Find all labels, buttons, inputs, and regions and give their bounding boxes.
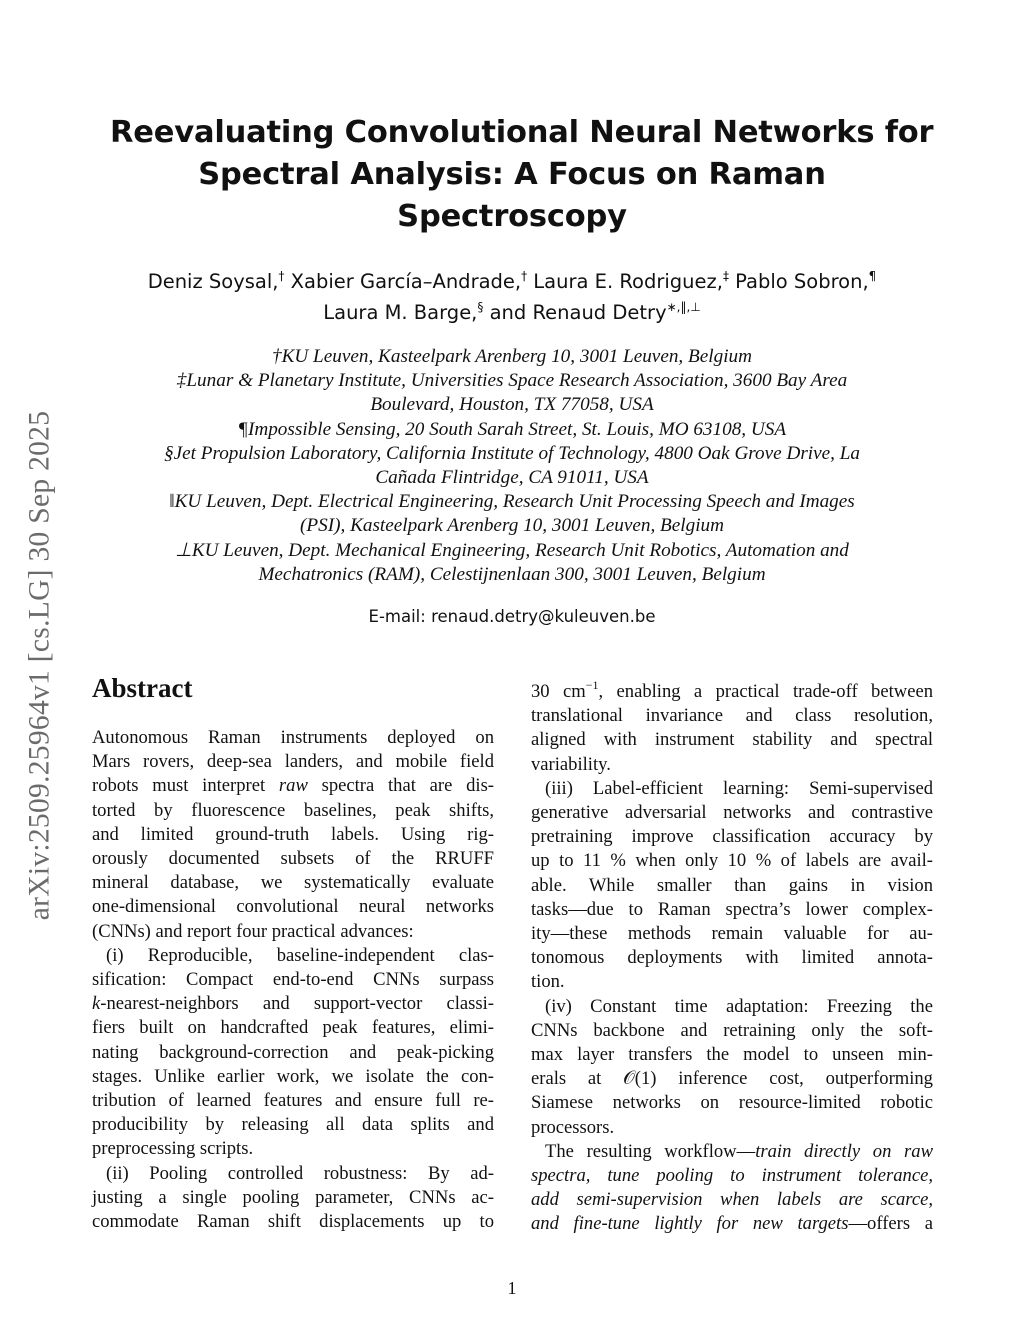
paper-title [110, 112, 934, 238]
text-line: able. While smaller than gains in vision [531, 874, 933, 896]
text-run: —offers a [848, 1213, 933, 1235]
math-exponent: −1 [585, 678, 599, 692]
text-line: preprocessing scripts. [92, 1138, 254, 1160]
text-line: tion. [531, 971, 565, 993]
author-detry: and Renaud Detry [483, 301, 667, 324]
text-line: nating background-correction and peak-picking [92, 1041, 494, 1063]
text-line: max layer transfers the model to unseen min- [531, 1044, 933, 1066]
text-run: erals at [531, 1068, 624, 1090]
text-line [92, 774, 494, 798]
affiliation-line: ‖KU Leuven, Dept. Electrical Engineering, Research Unit Processing Speech and Images [169, 491, 855, 513]
affiliation-mark: ‡ [722, 269, 729, 283]
affiliation-mark: ¶ [868, 269, 877, 283]
arxiv-stamp [10, 375, 70, 955]
text-line: (i) Reproducible, baseline-independent clas- [106, 944, 494, 966]
text-run: spectra that are dis- [307, 775, 494, 797]
text-line [531, 1140, 933, 1164]
affiliation-line: (PSI), Kasteelpark Arenberg 10, 3001 Leuven, Belgium [300, 515, 724, 537]
text-line: tasks—due to Raman spectra’s lower complex- [531, 898, 933, 920]
arxiv-identifier: arXiv:2509.25964v1 [cs.LG] 30 Sep 2025 [23, 410, 56, 920]
text-line [531, 680, 933, 704]
affiliation-line: ⊥KU Leuven, Dept. Mechanical Engineering, Research Unit Robotics, Automation and [175, 539, 849, 561]
abstract-heading: Abstract [92, 673, 193, 703]
contact-email: E-mail: renaud.detry@kuleuven.be [368, 607, 656, 626]
text-line: tonomous deployments with limited annota- [531, 947, 933, 969]
affiliation-line: †KU Leuven, Kasteelpark Arenberg 10, 3001 Leuven, Belgium [272, 346, 752, 367]
emphasis-workflow: train directly on raw [755, 1140, 933, 1162]
text-line: (iii) Label-efficient learning: Semi-supervised [545, 777, 933, 799]
text-line: sification: Compact end-to-end CNNs surpass [92, 969, 494, 991]
affiliation-mark: ∗,‖,⊥ [666, 300, 701, 314]
affiliation-line: ‡Lunar & Planetary Institute, Universities Space Research Association, 3600 Bay Area [176, 370, 848, 392]
affiliation-mark: † [278, 269, 285, 283]
text-line: ity—these methods remain valuable for au- [531, 923, 933, 945]
text-line: spectra, tune pooling to instrument tolerance, [531, 1165, 933, 1187]
text-line: producibility by releasing all data splits and [92, 1114, 494, 1136]
text-line [531, 1212, 933, 1236]
math-big-o: 𝒪(1) [623, 1068, 657, 1090]
author-garcia-andrade: Xabier García–Andrade, [284, 270, 522, 293]
text-line: pretraining improve classification accuracy by [531, 826, 933, 848]
author-soysal: Deniz Soysal, [147, 270, 279, 293]
abstract-right-column [531, 680, 933, 1237]
text-line: orously documented subsets of the RRUFF [92, 848, 494, 870]
page-number: 1 [507, 1278, 517, 1298]
text-line: translational invariance and class resolution, [531, 705, 933, 727]
text-line: CNNs backbone and retraining only the soft- [531, 1019, 933, 1041]
text-run: -nearest-neighbors and support-vector classi- [100, 993, 494, 1015]
text-line [531, 1067, 933, 1091]
text-line: commodate Raman shift displacements up to [92, 1211, 494, 1233]
affiliation-line: Mechatronics (RAM), Celestijnenlaan 300, 3001 Leuven, Belgium [258, 563, 766, 585]
title-line-3: Spectroscopy [397, 199, 627, 234]
text-run: inference cost, outperforming [656, 1068, 933, 1090]
math-wavenumber: 30 cm [531, 681, 586, 702]
text-line: (CNNs) and report four practical advances: [92, 920, 414, 942]
text-line: Mars rovers, deep-sea landers, and mobile field [92, 751, 494, 773]
affiliation-list [100, 345, 924, 587]
text-line: add semi-supervision when labels are scarce, [531, 1189, 933, 1211]
text-line [92, 992, 494, 1016]
author-line-1 [100, 266, 924, 297]
text-line: Siamese networks on resource-limited robotic [531, 1092, 933, 1114]
emphasis-workflow: and fine-tune lightly for new targets [531, 1213, 849, 1235]
text-line: aligned with instrument stability and spectral [531, 729, 933, 751]
author-barge: Laura M. Barge, [323, 301, 478, 324]
affiliation-mark: § [477, 300, 484, 314]
text-line: torted by fluorescence baselines, peak shifts, [92, 799, 494, 821]
text-line: variability. [531, 753, 611, 775]
text-line: generative adversarial networks and contrastive [531, 802, 933, 824]
author-sobron: Pablo Sobron, [728, 270, 869, 293]
text-line: (iv) Constant time adaptation: Freezing the [545, 995, 933, 1017]
text-run: robots must interpret [92, 775, 279, 797]
affiliation-line: ¶Impossible Sensing, 20 South Sarah Street, St. Louis, MO 63108, USA [237, 418, 787, 440]
affiliation-line: Boulevard, Houston, TX 77058, USA [370, 394, 654, 416]
text-line: stages. Unlike earlier work, we isolate the con- [92, 1065, 494, 1087]
affiliation-mark: † [521, 269, 528, 283]
title-line-2: Spectral Analysis: A Focus on Raman [198, 157, 826, 192]
text-line: up to 11 % when only 10 % of labels are avail- [531, 850, 933, 872]
text-line: and limited ground-truth labels. Using rig- [92, 823, 494, 845]
text-line: tribution of learned features and ensure full re- [92, 1090, 494, 1112]
text-line: one-dimensional convolutional neural networks [92, 896, 494, 918]
affiliation-line: §Jet Propulsion Laboratory, California Institute of Technology, 4800 Oak Grove Drive, La [163, 442, 861, 464]
text-line: mineral database, we systematically evaluate [92, 872, 494, 894]
text-line: (ii) Pooling controlled robustness: By ad- [106, 1162, 494, 1184]
text-line: processors. [531, 1116, 615, 1138]
author-rodriguez: Laura E. Rodriguez, [527, 270, 723, 293]
author-line-2 [100, 297, 924, 328]
math-k: k [92, 993, 101, 1015]
abstract-left-column [92, 726, 494, 1234]
author-list [100, 266, 924, 328]
text-run: The resulting workflow— [545, 1140, 756, 1162]
title-line-1: Reevaluating Convolutional Neural Networks for [110, 115, 934, 150]
emphasis-raw: raw [278, 775, 308, 797]
text-line: justing a single pooling parameter, CNNs ac- [92, 1186, 494, 1208]
text-line: fiers built on handcrafted peak features, elimi- [92, 1017, 494, 1039]
text-run: , enabling a practical trade-off between [598, 681, 933, 702]
affiliation-line: Cañada Flintridge, CA 91011, USA [375, 467, 649, 489]
text-line: Autonomous Raman instruments deployed on [92, 727, 494, 748]
